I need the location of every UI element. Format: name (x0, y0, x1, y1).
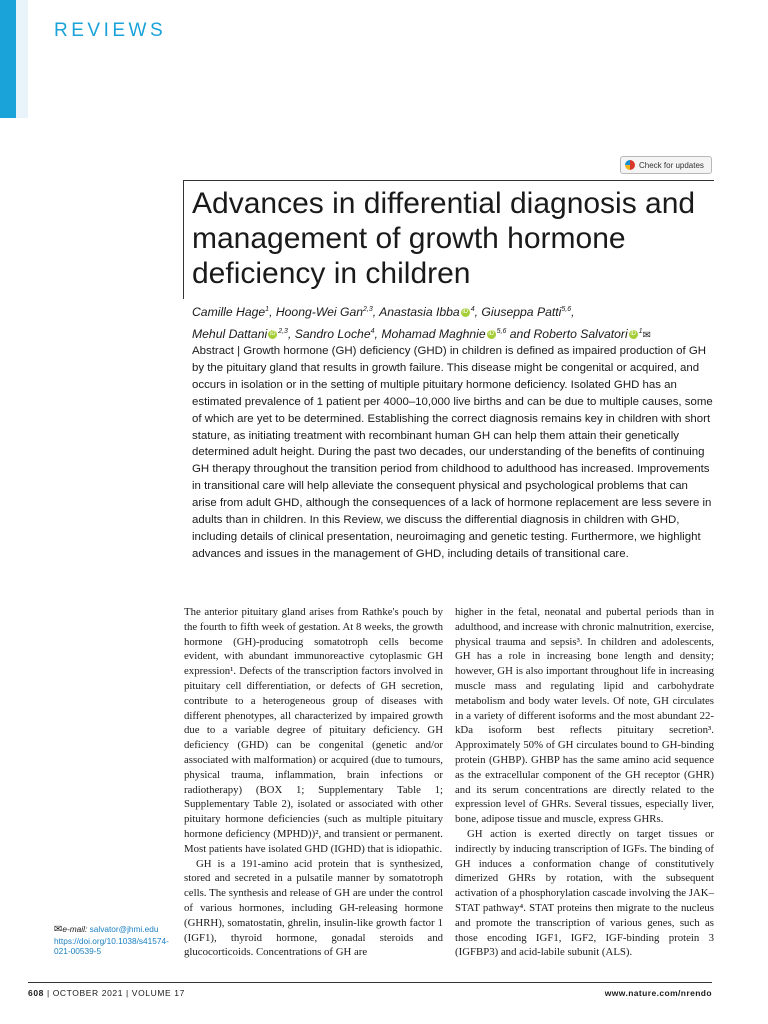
body-column-right (455, 605, 714, 960)
author-separator: , (474, 305, 482, 320)
affiliation-marker: 4 (470, 306, 475, 313)
body-paragraph: higher in the fetal, neonatal and pubertal periods than in adulthood, and increase with chronic malnutrition, exercise, physical trauma and sepsis³. In children and adolescents, GH has a role in increasing bone length and density; however, GH is also important throughout life in increasing muscle mass and regulating lipid and carbohydrate metabolism and body water levels. Of note, GH circulates in a variety of different isoforms and the most abundant 22-kDa isoform best reflects pituitary secretion³. Approximately 50% of GH circulates bound to GH-binding protein (GHBP). GHBP has the same amino acid sequence as the extracellular component of the GH receptor (GHR) and its serum concentrations are directly related to the expression level of GHRs. Several tissues, especially liver, bone, adipose tissue and muscle, express GHRs. (455, 606, 714, 826)
author-name[interactable]: Mohamad Maghnie (381, 327, 486, 342)
issue-info: | OCTOBER 2021 | VOLUME 17 (43, 988, 185, 998)
affiliation-marker: 4 (370, 328, 375, 336)
author-name[interactable]: Camille Hage (192, 305, 266, 320)
email-label: e-mail: (62, 924, 90, 934)
affiliation-marker: 1 (265, 306, 270, 313)
section-label: REVIEWS (54, 20, 167, 41)
affiliation-marker: 5,6 (496, 328, 507, 336)
affiliation-marker: 2,3 (363, 306, 373, 313)
author-conjunction: and (506, 327, 534, 342)
orcid-icon[interactable]: iD (630, 331, 636, 338)
page-number: 608 (28, 988, 44, 998)
author-separator: , (571, 305, 575, 320)
affiliation-marker: 1 (638, 328, 643, 336)
envelope-icon: ✉ (54, 924, 63, 935)
correspondence-note (54, 924, 174, 957)
author-separator: , (287, 327, 295, 342)
body-paragraph: GH action is exerted directly on target tissues or indirectly by inducing transcription of IGFs. The binding of GH induces a conformation change of constitutively dimerized GHRs by rotation, with the subsequent activation of a phosphorylation cascade involving the JAK–STAT pathway⁴. STAT proteins then migrate to the nucleus and promote the transcription of various genes, such as those encoding IGF1, IGF2, IGF-binding protein 3 (IGFBP3) and acid-labile subunit (ALS). (455, 827, 714, 959)
abstract (192, 343, 714, 563)
orcid-icon[interactable]: iD (269, 331, 276, 338)
author-separator: , (374, 327, 382, 342)
author-name[interactable]: Sandro Loche (294, 327, 371, 342)
author-name[interactable]: Roberto Salvatori (533, 327, 628, 342)
abstract-text: Growth hormone (GH) deficiency (GHD) in children is defined as impaired production of GH by the pituitary gland that results in growth failure. This disease might be congenital or acquired, and occurs in isolation or in the setting of multiple pituitary hormone deficiency. Isolated GHD has an estimated prevalence of 1 patient per 4000–10,000 live births and can be due to multiple causes, some of which are yet to be determined. Establishing the correct diagnosis remains key in children with short stature, as initiating treatment with recombinant human GH can help them attain their genetically determined adult height. During the past two decades, our understanding of the benefits of continuing GH therapy throughout the transition period from childhood to adulthood has increased. Improvements in transitional care will help alleviate the consequent physical and psychological problems that can arise from adult GHD, although the consequences of a lack of hormone replacement are less severe in adults than in children. In this Review, we discuss the differential diagnosis in children with GHD, including details of clinical presentation, neuroimaging and genetic testing. Furthermore, we highlight advances and issues in the management of GHD, including details of transitional care. (192, 345, 713, 560)
crossmark-icon (625, 160, 635, 170)
body-column-left (184, 605, 443, 960)
abstract-label: Abstract | (192, 345, 244, 357)
orcid-icon[interactable]: iD (488, 331, 494, 338)
doi-link[interactable]: https://doi.org/10.1038/s41574-021-00539-5 (54, 935, 169, 956)
author-list (192, 300, 712, 345)
body-paragraph: The anterior pituitary gland arises from Rathke's pouch by the fourth to fifth week of gestation. At 8 weeks, the growth hormone (GH)-producing somatotroph cells become evident, with abundant immunoreactive cytoplasmic GH expression¹. Defects of the transcription factors involved in pituitary cell differentiation, or defects of GH secretion, contribute to a heterogeneous group of diseases with different phenotypes, all characterized by impaired growth due to a variable degree of pituitary deficiency. GH deficiency (GHD) can be congenital (genetic and/or associated with malformation) or acquired (due to tumours, physical trauma, inflammation, brain infections or radiotherapy) (BOX 1; Supplementary Table 1; Supplementary Table 2), isolated or associated with other pituitary hormone deficiencies (such as multiple pituitary hormone deficiency (MPHD))², and transient or permanent. Most patients have isolated GHD (IGHD) that is idiopathic. (184, 606, 443, 855)
journal-url[interactable]: www.nature.com/nrendo (604, 988, 712, 998)
affiliation-marker: 5,6 (561, 306, 572, 313)
envelope-icon[interactable]: ✉ (642, 330, 651, 342)
author-name[interactable]: Giuseppa Patti (481, 305, 562, 320)
author-name[interactable]: Mehul Dattani (192, 327, 268, 342)
author-name[interactable]: Hoong-Wei Gan (275, 305, 364, 320)
footer-issue-info (28, 988, 185, 998)
author-separator: , (269, 305, 276, 320)
orcid-icon[interactable]: iD (462, 309, 469, 316)
affiliation-marker: 2,3 (278, 328, 288, 336)
check-updates-button[interactable] (620, 156, 712, 174)
email-link[interactable]: salvator@jhmi.edu (89, 924, 159, 934)
article-title: Advances in differential diagnosis and management of growth hormone deficiency in children (192, 187, 696, 290)
footer-divider (28, 982, 712, 983)
author-separator: , (372, 305, 380, 320)
body-paragraph: GH is a 191-amino acid protein that is synthesized, stored and secreted in a pulsatile manner by somatotroph cells. The synthesis and release of GH are under the control of various hormones, including GH-releasing hormone (GHRH), somatostatin, ghrelin, insulin-like growth factor 1 (IGF1), thyroid hormone, gonadal steroids and glucocorticoids. Concentrations of GH are (184, 857, 443, 959)
author-name[interactable]: Anastasia Ibba (379, 305, 460, 320)
section-color-strip (0, 0, 16, 118)
check-updates-label: Check for updates (639, 160, 704, 170)
section-color-strip-light (16, 0, 28, 118)
